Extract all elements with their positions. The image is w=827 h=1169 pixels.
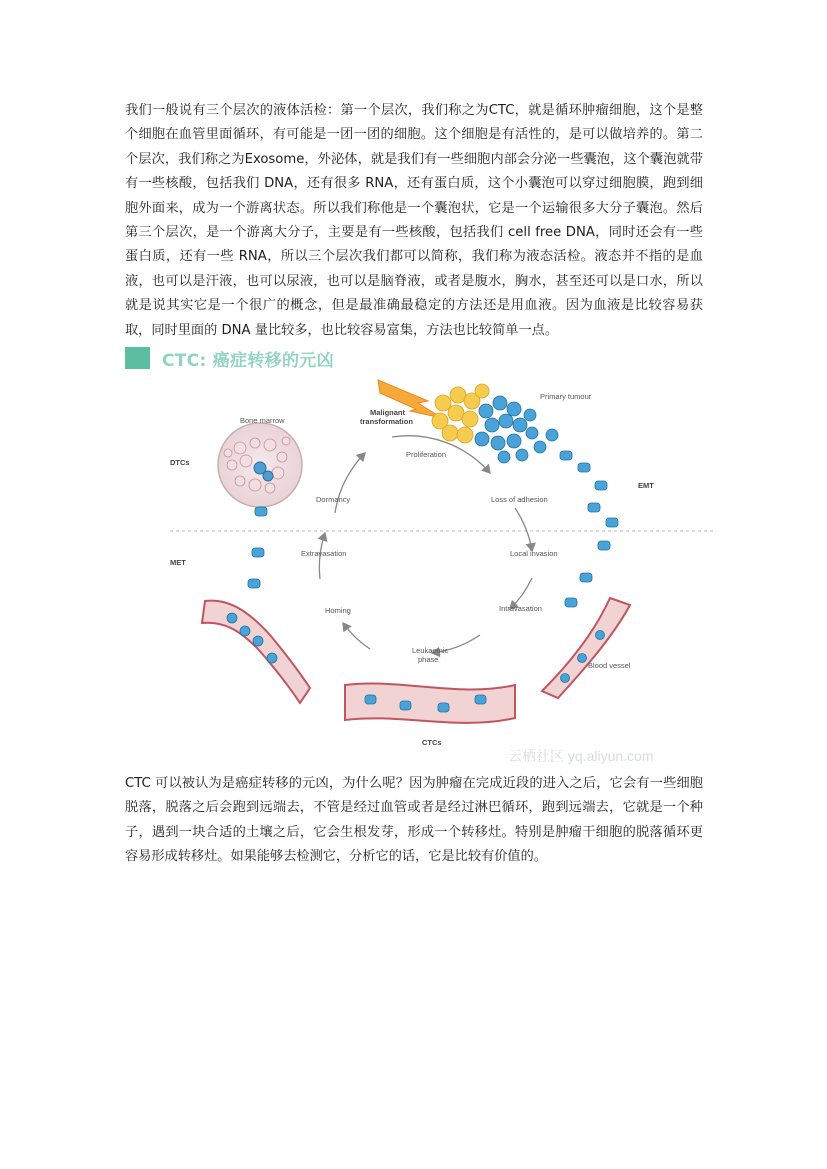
- ctcs-label: CTCs: [422, 738, 442, 747]
- watermark: 云栖社区 yq.aliyun.com: [508, 748, 654, 764]
- malignant-label-1: Malignant: [370, 408, 405, 417]
- stage-extravasation: Extravasation: [301, 549, 347, 558]
- ctc-paragraph: CTC 可以被认为是癌症转移的元凶，为什么呢？因为肿瘤在完成近段的进入之后，它会有一些细胞脱落，脱落之后会跑到远端去，不管是经过血管或者是经过淋巴循环，跑到远端去，它就是一个种子，遇到一块合适的土壤之后，它会生根发芽，形成一个转移灶。特别是肿瘤干细胞的脱落循环更容易形成转移灶。如果能够去检测它，分析它的话，它是比较有价值的。: [125, 776, 703, 865]
- stage-proliferation: Proliferation: [406, 450, 447, 459]
- stage-loss-of-adhesion: Loss of adhesion: [491, 495, 548, 504]
- stage-leukaemic-1: Leukaemic: [412, 646, 449, 655]
- section-heading-text: CTC: 癌症转移的元凶: [162, 350, 334, 371]
- emt-label: EMT: [638, 481, 654, 490]
- ctc-metastasis-figure: [160, 373, 720, 768]
- malignant-label-2: transformation: [360, 417, 413, 426]
- left-blood-vessel: [202, 601, 310, 703]
- bottom-blood-vessel: [345, 683, 515, 722]
- right-blood-vessel: [542, 598, 630, 698]
- stage-homing: Homing: [325, 606, 351, 615]
- migrating-cells: [248, 451, 618, 607]
- section-heading: [125, 346, 334, 370]
- stage-intravasation: Intravasation: [499, 604, 542, 613]
- stage-leukaemic-2: phase: [418, 655, 439, 664]
- primary-tumour-label: Primary tumour: [540, 392, 592, 401]
- stage-dormancy: Dormancy: [316, 495, 351, 504]
- stage-local-invasion: Local invasion: [510, 549, 558, 558]
- blood-vessel-label: Blood vessel: [588, 661, 631, 670]
- bone-marrow-label: Bone marrow: [240, 416, 285, 425]
- cycle-arrows: [319, 436, 532, 653]
- dtcs-label: DTCs: [170, 458, 190, 467]
- intro-paragraph: 我们一般说有三个层次的液体活检：第一个层次，我们称之为CTC，就是循环肿瘤细胞，这个是整个细胞在血管里面循环，有可能是一团一团的细胞。这个细胞是有活性的，是可以做培养的。第二个层次，我们称之为Exosome，外泌体，就是我们有一些细胞内部会分泌一些囊泡，这个囊泡就带有一些核酸，包括我们 DNA，还有很多 RNA，还有蛋白质，这个小囊泡可以穿过细胞膜，跑到细胞外面来，成为一个游离状态。所以我们称他是一个囊泡状，它是一个运输很多大分子囊泡。然后第三个层次，是一个游离大分子，主要是有一些核酸，包括我们 cell free DNA，同时还会有一些蛋白质，还有一些 RNA，所以三个层次我们都可以简称，我们称为液态活检。液态并不指的是血液，也可以是汗液，也可以尿液，也可以是脑脊液，或者是腹水，胸水，甚至还可以是口水，所以就是说其实它是一个很广的概念，但是最准确最稳定的方法还是用血液。因为血液是比较容易获取，同时里面的 DNA 量比较多，也比较容易富集，方法也比较简单一点。: [125, 103, 703, 338]
- heading-accent-bar: [125, 347, 150, 369]
- bone-marrow-illustration: [218, 423, 302, 507]
- met-label: MET: [170, 558, 186, 567]
